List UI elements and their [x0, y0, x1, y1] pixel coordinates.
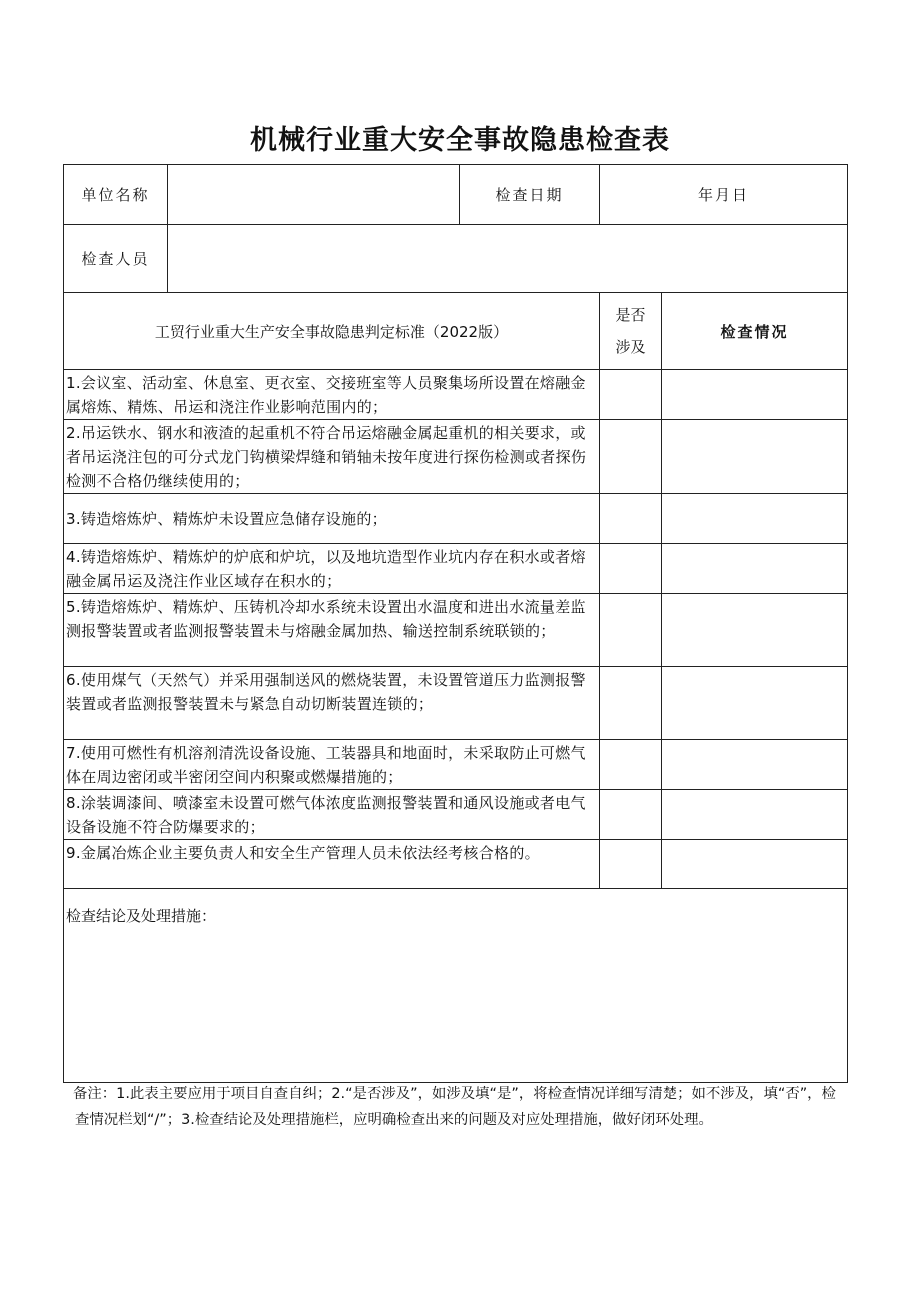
table-row [64, 494, 848, 544]
conclusion-field[interactable] [64, 889, 848, 1083]
involved-cell[interactable] [600, 840, 662, 889]
table-row [64, 420, 848, 494]
check-cell[interactable] [662, 494, 848, 544]
involved-cell[interactable] [600, 594, 662, 667]
page-title: 机械行业重大安全事故隐患检查表 [250, 125, 670, 156]
involved-header-line2: 涉及 [615, 338, 646, 356]
unit-name-field[interactable] [168, 165, 460, 225]
standard-item-5: 5.铸造熔炼炉、精炼炉、压铸机冷却水系统未设置出水温度和进出水流量差监测报警装置或者监测报警装置未与熔融金属加热、输送控制系统联锁的； [64, 594, 600, 667]
header-row-unit [64, 165, 848, 225]
check-cell[interactable] [662, 370, 848, 420]
conclusion-row [64, 889, 848, 1083]
header-row-inspector [64, 225, 848, 293]
check-column-header: 检查情况 [662, 293, 848, 370]
inspector-label: 检查人员 [64, 225, 168, 293]
table-row [64, 667, 848, 740]
standard-item-2: 2.吊运铁水、钢水和液渣的起重机不符合吊运熔融金属起重机的相关要求，或者吊运浇注包的可分式龙门钩横梁焊缝和销轴未按年度进行探伤检测或者探伤检测不合格仍继续使用的； [64, 420, 600, 494]
standard-item-1: 1.会议室、活动室、休息室、更衣室、交接班室等人员聚集场所设置在熔融金属熔炼、精炼、吊运和浇注作业影响范围内的； [64, 370, 600, 420]
check-cell[interactable] [662, 420, 848, 494]
table-row [64, 740, 848, 790]
standard-item-7: 7.使用可燃性有机溶剂清洗设备设施、工装器具和地面时，未采取防止可燃气体在周边密闭或半密闭空间内积聚或燃爆措施的； [64, 740, 600, 790]
standard-item-4: 4.铸造熔炼炉、精炼炉的炉底和炉坑，以及地坑造型作业坑内存在积水或者熔融金属吊运及浇注作业区域存在积水的； [64, 544, 600, 594]
standard-item-6: 6.使用煤气（天然气）并采用强制送风的燃烧装置，未设置管道压力监测报警装置或者监测报警装置未与紧急自动切断装置连锁的； [64, 667, 600, 740]
inspector-field[interactable] [168, 225, 848, 293]
check-cell[interactable] [662, 544, 848, 594]
check-cell[interactable] [662, 740, 848, 790]
involved-cell[interactable] [600, 370, 662, 420]
table-row [64, 840, 848, 889]
check-cell[interactable] [662, 790, 848, 840]
check-cell[interactable] [662, 594, 848, 667]
table-row [64, 790, 848, 840]
involved-cell[interactable] [600, 544, 662, 594]
standard-item-3: 3.铸造熔炼炉、精炼炉未设置应急储存设施的； [64, 494, 600, 544]
involved-column-header [600, 293, 662, 370]
table-row [64, 544, 848, 594]
footnote: 备注：1.此表主要应用于项目自查自纠；2.“是否涉及”，如涉及填“是”，将检查情况详细写清楚；如不涉及，填“否”，检查情况栏划“/”；3.检查结论及处理措施栏，应明确检查出来的问题及对应处理措施，做好闭环处理。 [73, 1086, 836, 1128]
involved-cell[interactable] [600, 494, 662, 544]
check-date-label: 检查日期 [460, 165, 600, 225]
inspection-table [63, 164, 848, 1083]
involved-cell[interactable] [600, 740, 662, 790]
standard-column-header: 工贸行业重大生产安全事故隐患判定标准（2022版） [64, 293, 600, 370]
check-cell[interactable] [662, 667, 848, 740]
unit-name-label: 单位名称 [64, 165, 168, 225]
conclusion-label: 检查结论及处理措施： [66, 907, 217, 925]
column-header-row [64, 293, 848, 370]
involved-cell[interactable] [600, 790, 662, 840]
involved-header-line1: 是否 [615, 306, 646, 324]
check-cell[interactable] [662, 840, 848, 889]
involved-cell[interactable] [600, 667, 662, 740]
standard-item-9: 9.金属冶炼企业主要负责人和安全生产管理人员未依法经考核合格的。 [64, 840, 600, 889]
check-date-field[interactable]: 年月日 [600, 165, 848, 225]
standard-item-8: 8.涂装调漆间、喷漆室未设置可燃气体浓度监测报警装置和通风设施或者电气设备设施不符合防爆要求的； [64, 790, 600, 840]
table-row [64, 594, 848, 667]
table-row [64, 370, 848, 420]
involved-cell[interactable] [600, 420, 662, 494]
